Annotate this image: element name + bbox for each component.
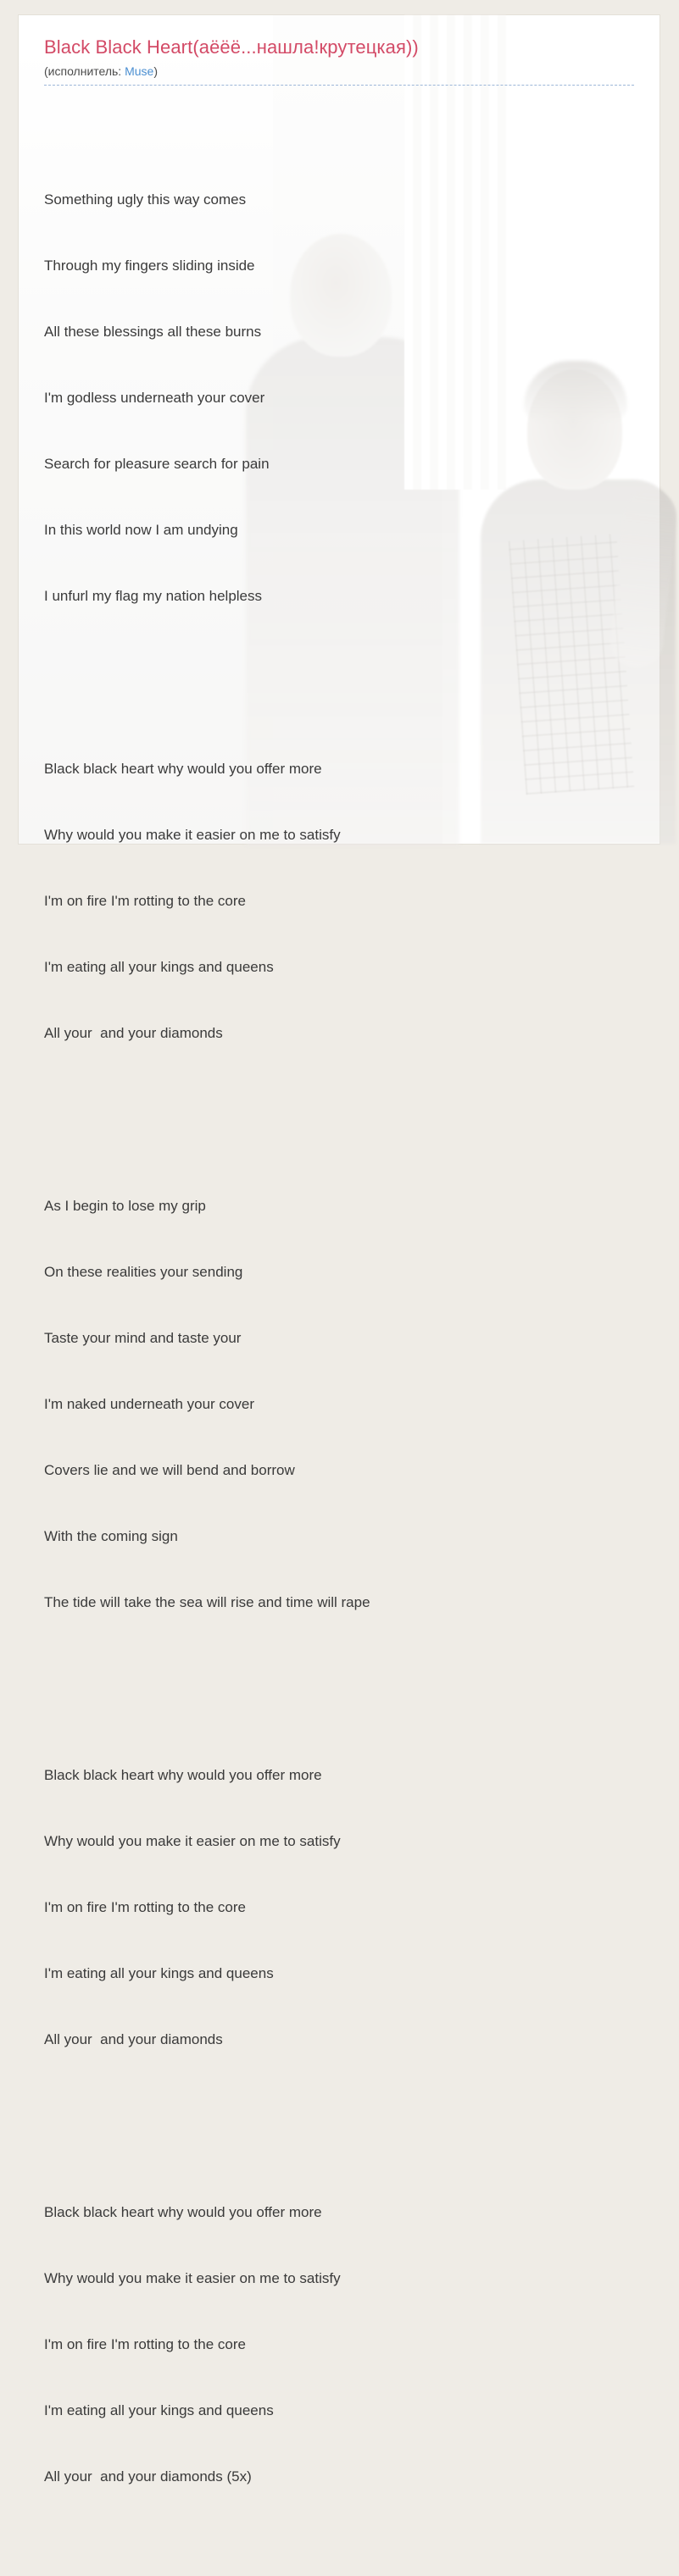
- lyrics-line: All these blessings all these burns: [44, 324, 262, 340]
- lyrics-line: In this world now I am undying: [44, 522, 238, 538]
- lyrics-line: As I begin to lose my grip: [44, 1198, 206, 1214]
- artist-suffix: ): [153, 64, 158, 78]
- lyrics-line: The tide will take the sea will rise and time will rape: [44, 1594, 370, 1610]
- artist-line: [44, 64, 634, 86]
- lyrics-line: I'm on fire I'm rotting to the core: [44, 2336, 246, 2352]
- lyrics-verse: [44, 2158, 634, 2532]
- lyrics-line: I'm naked underneath your cover: [44, 1396, 255, 1412]
- artist-link[interactable]: Muse: [125, 64, 154, 78]
- lyrics-line: All your and your diamonds: [44, 2031, 223, 2047]
- lyrics-line: Black black heart why would you offer more: [44, 2204, 322, 2220]
- lyrics-line: I unfurl my flag my nation helpless: [44, 588, 263, 604]
- card-content: [19, 15, 660, 2576]
- lyrics-line: Through my fingers sliding inside: [44, 258, 255, 274]
- lyrics-line: Why would you make it easier on me to satisfy: [44, 1833, 341, 1849]
- lyrics-line: On these realities your sending: [44, 1264, 243, 1280]
- lyrics-verse: [44, 1720, 634, 2095]
- lyrics-line: Covers lie and we will bend and borrow: [44, 1462, 295, 1478]
- lyrics-body: [44, 101, 634, 2576]
- lyrics-line: Black black heart why would you offer more: [44, 1767, 322, 1783]
- lyrics-line: Black black heart why would you offer more: [44, 761, 322, 777]
- lyrics-line: I'm godless underneath your cover: [44, 390, 265, 406]
- lyrics-verse: [44, 145, 634, 651]
- lyrics-line: All your and your diamonds (5x): [44, 2468, 252, 2485]
- lyrics-line: I'm on fire I'm rotting to the core: [44, 893, 246, 909]
- lyrics-card: [19, 15, 660, 2485]
- lyrics-line: Why would you make it easier on me to satisfy: [44, 2270, 341, 2286]
- lyrics-verse: [44, 1151, 634, 1658]
- lyrics-line: Something ugly this way comes: [44, 191, 247, 208]
- lyrics-line: All your and your diamonds: [44, 1025, 223, 1041]
- lyrics-line: I'm on fire I'm rotting to the core: [44, 1899, 246, 1915]
- lyrics-line: With the coming sign: [44, 1528, 178, 1544]
- lyrics-line: I'm eating all your kings and queens: [44, 2402, 274, 2418]
- lyrics-line: Why would you make it easier on me to satisfy: [44, 827, 341, 843]
- lyrics-line: Taste your mind and taste your: [44, 1330, 242, 1346]
- lyrics-line: I'm eating all your kings and queens: [44, 959, 274, 975]
- lyrics-line: Search for pleasure search for pain: [44, 456, 270, 472]
- page-title: Black Black Heart(аёёё...нашла!крутецкая)): [44, 36, 419, 58]
- lyrics-line: I'm eating all your kings and queens: [44, 1965, 274, 1981]
- lyrics-verse: [44, 714, 634, 1089]
- artist-label: (исполнитель:: [44, 64, 122, 78]
